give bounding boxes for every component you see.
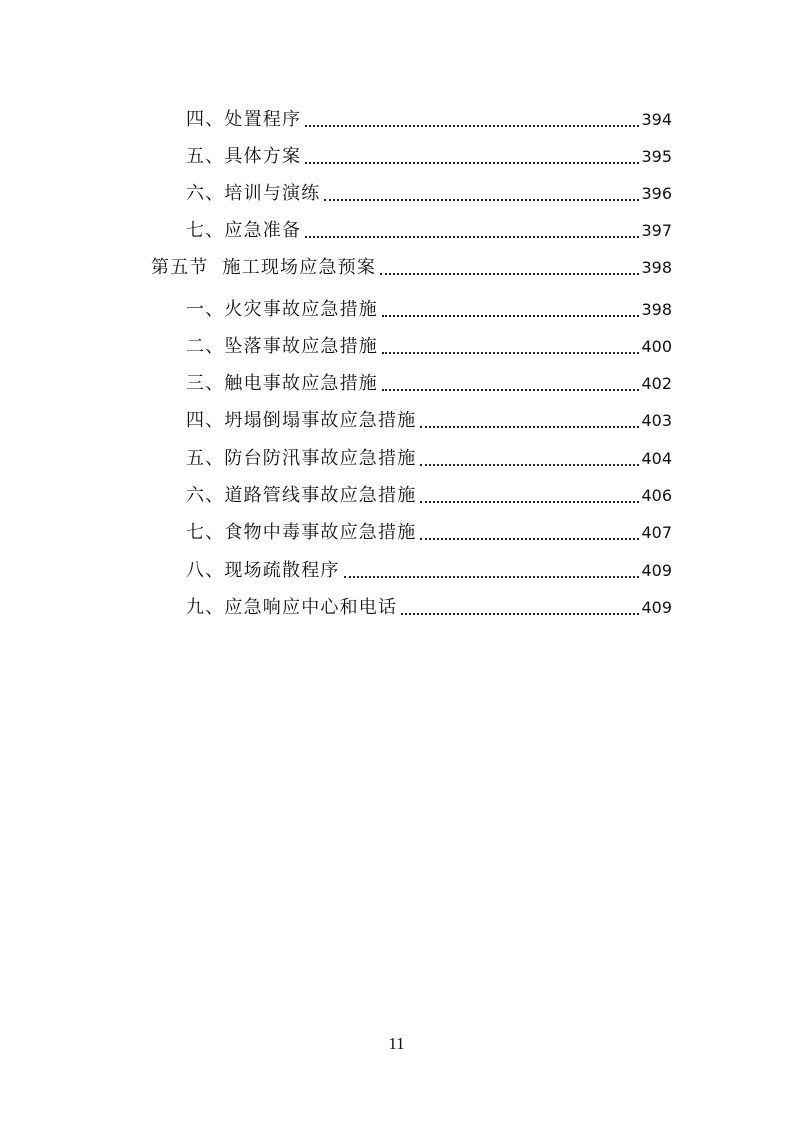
toc-entry-title: 一、火灾事故应急措施 [186,299,378,320]
toc-entry-page: 394 [641,110,672,129]
toc-entry[interactable] [186,144,672,170]
toc-entry-page: 400 [641,337,672,356]
toc-entry-page: 403 [641,411,672,430]
page-number: 11 [388,1034,405,1053]
toc-entry-page: 409 [641,598,672,617]
toc-entry[interactable] [186,218,672,244]
toc-entry-page: 406 [641,486,672,505]
toc-entry-title: 八、现场疏散程序 [186,560,340,581]
dot-leader [344,576,640,578]
dot-leader [420,501,639,503]
toc-entry[interactable] [186,408,672,434]
toc-entry-page: 397 [641,221,672,240]
dot-leader [305,125,639,127]
toc-entry-title: 九、应急响应中心和电话 [186,597,398,618]
toc-entry[interactable] [186,446,672,472]
toc-entry-page: 396 [641,184,672,203]
dot-leader [324,199,639,201]
toc-entry[interactable] [186,297,672,323]
toc-entry[interactable] [186,334,672,360]
toc-entry-page: 398 [641,258,672,277]
dot-leader [420,538,639,540]
dot-leader [401,613,639,615]
toc-entry-page: 404 [641,449,672,468]
toc-entry-title: 六、培训与演练 [186,183,321,204]
toc-entry-title: 五、防台防汛事故应急措施 [186,448,417,469]
dot-leader [420,464,639,466]
dot-leader [420,426,639,428]
toc-entry-title: 五、具体方案 [186,146,302,167]
toc-entry-title: 二、坠落事故应急措施 [186,336,378,357]
dot-leader [380,273,639,275]
dot-leader [382,389,639,391]
toc-entry-title: 七、食物中毒事故应急措施 [186,522,417,543]
dot-leader [382,315,639,317]
toc-entry-page: 409 [641,561,672,580]
toc-entry-title: 四、处置程序 [186,109,302,130]
toc-section-entry[interactable] [151,255,672,281]
toc-entry[interactable] [186,595,672,621]
toc-entry-page: 395 [641,147,672,166]
toc-entry-title: 六、道路管线事故应急措施 [186,485,417,506]
dot-leader [382,352,639,354]
toc-entry[interactable] [186,558,672,584]
toc-entry-title: 四、坍塌倒塌事故应急措施 [186,410,417,431]
toc-entry-title: 第五节 施工现场应急预案 [151,257,377,278]
toc-entry[interactable] [186,483,672,509]
toc-entry[interactable] [186,371,672,397]
dot-leader [305,162,639,164]
toc-entry[interactable] [186,181,672,207]
dot-leader [305,236,639,238]
toc-entry[interactable] [186,520,672,546]
toc-entry-page: 407 [641,523,672,542]
toc-entry-page: 398 [641,300,672,319]
toc-entry-title: 七、应急准备 [186,220,302,241]
toc-entry-page: 402 [641,374,672,393]
toc-entry-title: 三、触电事故应急措施 [186,373,378,394]
toc-entry[interactable] [186,107,672,133]
